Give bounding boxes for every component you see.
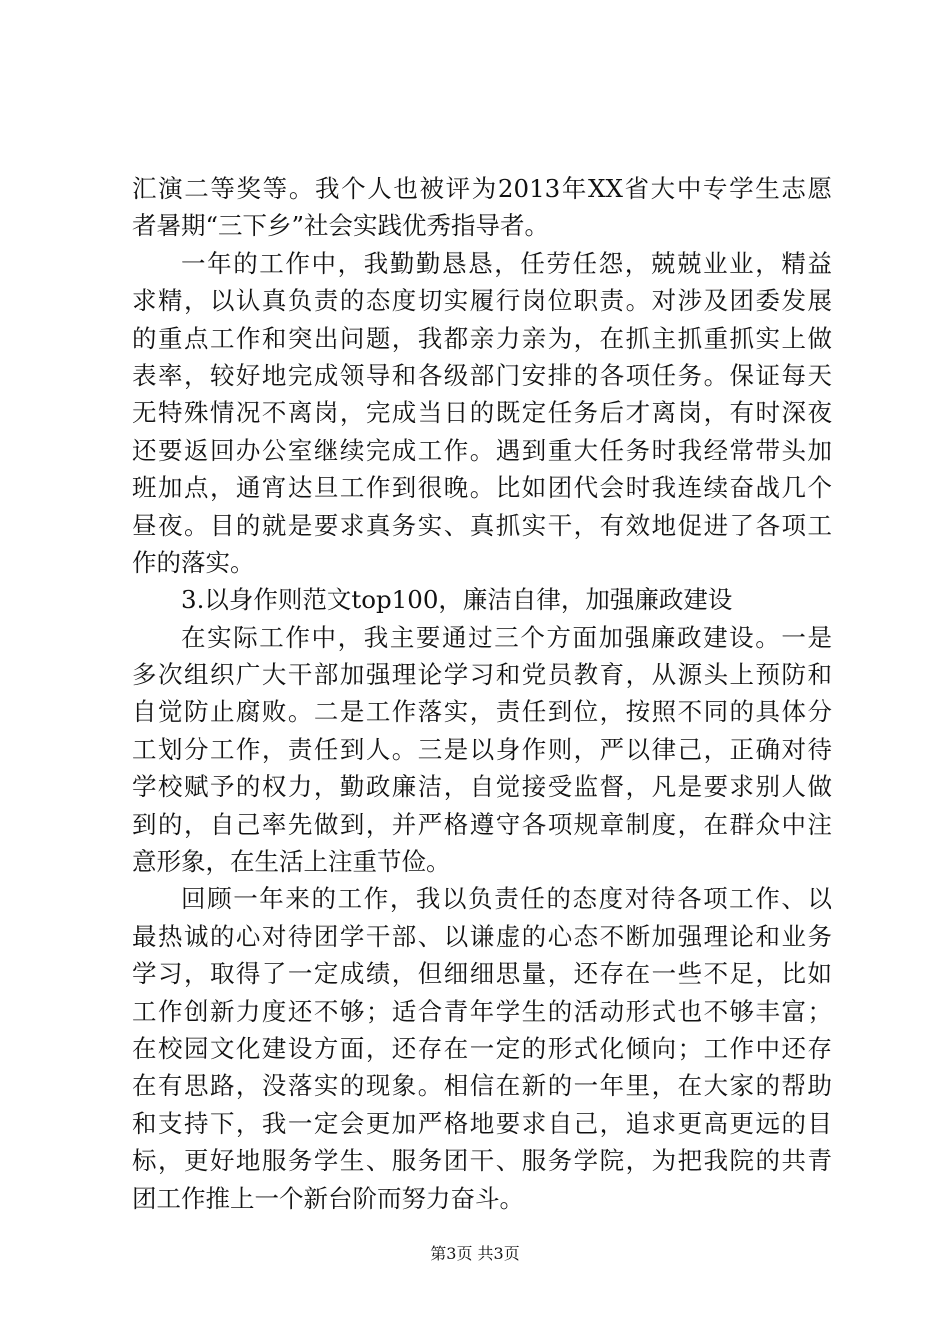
text-line: 最热诚的心对待团学干部、以谦虚的心态不断加强理论和业务 — [132, 921, 832, 951]
text-line: 作的落实。 — [132, 547, 255, 577]
page-footer: 第3页 共3页 — [430, 1244, 520, 1263]
text-line: 求精，以认真负责的态度切实履行岗位职责。对涉及团委发展 — [132, 286, 832, 316]
text-line: 意形象，在生活上注重节俭。 — [132, 847, 451, 877]
text-line: 工划分工作，责任到人。三是以身作则，严以律己，正确对待 — [132, 734, 832, 764]
text-line: 班加点，通宵达旦工作到很晚。比如团代会时我连续奋战几个 — [132, 473, 832, 503]
text-line: 和支持下，我一定会更加严格地要求自己，追求更高更远的目 — [132, 1108, 832, 1138]
text-line: 一年的工作中，我勤勤恳恳，任劳任怨，兢兢业业，精益 — [181, 248, 832, 278]
text-line: 团工作推上一个新台阶而努力奋斗。 — [132, 1183, 524, 1213]
text-line: 无特殊情况不离岗，完成当日的既定任务后才离岗，有时深夜 — [132, 398, 832, 428]
text-line: 多次组织广大干部加强理论学习和党员教育，从源头上预防和 — [132, 660, 832, 690]
text-line: 在实际工作中，我主要通过三个方面加强廉政建设。一是 — [181, 622, 832, 652]
text-line: 回顾一年来的工作，我以负责任的态度对待各项工作、以 — [181, 884, 832, 914]
text-line: 在有思路，没落实的现象。相信在新的一年里，在大家的帮助 — [132, 1071, 832, 1101]
text-line: 自觉防止腐败。二是工作落实，责任到位，按照不同的具体分 — [132, 697, 832, 727]
text-line: 的重点工作和突出问题，我都亲力亲为，在抓主抓重抓实上做 — [132, 323, 832, 353]
text-line: 者暑期“三下乡”社会实践优秀指导者。 — [132, 211, 550, 241]
text-line: 在校园文化建设方面，还存在一定的形式化倾向；工作中还存 — [132, 1033, 832, 1063]
text-line: 到的，自己率先做到，并严格遵守各项规章制度，在群众中注 — [132, 809, 832, 839]
text-line: 还要返回办公室继续完成工作。遇到重大任务时我经常带头加 — [132, 435, 832, 465]
text-line: 昼夜。目的就是要求真务实、真抓实干，有效地促进了各项工 — [132, 510, 832, 540]
text-line: 学习，取得了一定成绩，但细细思量，还存在一些不足，比如 — [132, 959, 832, 989]
text-line: 标，更好地服务学生、服务团干、服务学院，为把我院的共青 — [132, 1146, 832, 1176]
text-line: 3.以身作则范文top100，廉洁自律，加强廉政建设 — [181, 585, 733, 615]
text-line: 表率，较好地完成领导和各级部门安排的各项任务。保证每天 — [132, 360, 832, 390]
document-body — [132, 170, 832, 1217]
text-line: 学校赋予的权力，勤政廉洁，自觉接受监督，凡是要求别人做 — [132, 772, 832, 802]
text-line: 汇演二等奖等。我个人也被评为2013年XX省大中专学生志愿 — [132, 174, 832, 203]
text-line: 工作创新力度还不够；适合青年学生的活动形式也不够丰富； — [132, 996, 832, 1026]
